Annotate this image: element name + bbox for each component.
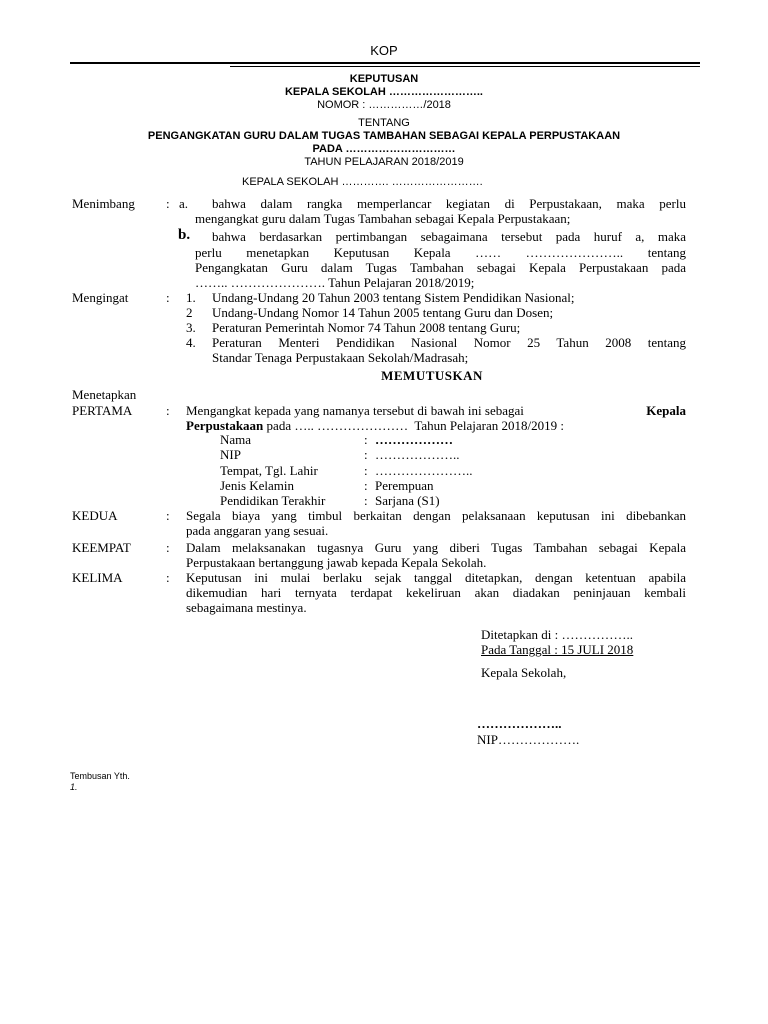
field-sep: : [364,478,368,493]
menimbang-a-line1: bahwa dalam rangka memperlancar kegiatan di Perpustakaan, maka perlu [212,196,686,211]
field-value-nama: ……………… [375,432,453,447]
mengingat-item-no: 2 [186,305,193,320]
kelima-line2: dikemudian hari ternyata terdapat kekeliruan akan diadakan peninjauan kembali [186,585,686,600]
mengingat-item-text: Undang-Undang 20 Tahun 2003 tentang Sistem Pendidikan Nasional; [212,290,575,305]
kedua-label: KEDUA [72,508,118,523]
field-sep: : [364,493,368,508]
pertama-colon: : [166,403,170,418]
field-sep: : [364,432,368,447]
menetapkan-label: Menetapkan [72,387,137,402]
header-rule-thin [230,66,700,67]
menimbang-a-line2: mengangkat guru dalam Tugas Tambahan sebagai Kepala Perpustakaan; [195,211,571,226]
mengingat-item-text-cont: Standar Tenaga Perpustakaan Sekolah/Madrasah; [212,350,469,365]
menimbang-a-marker: a. [179,196,189,211]
field-value-gender: Perempuan [375,478,434,493]
kelima-line1: Keputusan ini mulai berlaku sejak tanggal ditetapkan, dengan ketentuan apabila [186,570,686,585]
doc-subtitle: KEPALA SEKOLAH …………………….. [284,86,483,98]
pertama-line2-text: pada ….. ………………… Tahun Pelajaran 2018/2019 : [263,418,564,433]
field-value-ttl: ………………….. [375,463,473,478]
field-sep: : [364,463,368,478]
mengingat-item-text: Peraturan Pemerintah Nomor 74 Tahun 2008 tentang Guru; [212,320,521,335]
mengingat-item-text: Undang-Undang Nomor 14 Tahun 2005 tentang Guru dan Dosen; [212,305,554,320]
mengingat-item-no: 1. [186,290,196,305]
doc-subject-line1: PENGANGKATAN GURU DALAM TUGAS TAMBAHAN SEBAGAI KEPALA PERPUSTAKAAN [147,130,621,142]
kedua-line1: Segala biaya yang timbul berkaitan dengan pelaksanaan keputusan ini dibebankan [186,508,686,523]
doc-number: NOMOR : ……………/2018 [317,99,451,111]
field-label-nip: NIP [220,447,241,462]
doc-title: KEPUTUSAN [349,73,419,85]
mengingat-item-no: 3. [186,320,196,335]
tembusan-item: 1. [70,782,78,792]
memutuskan-heading: MEMUTUSKAN [381,368,483,383]
kelima-line3: sebagaimana mestinya. [186,600,307,615]
pertama-line1 [186,403,686,419]
tembusan-label: Tembusan Yth. [70,771,130,781]
pertama-line1-bold: Kepala [646,403,686,418]
keempat-label: KEEMPAT [72,540,131,555]
keempat-line1: Dalam melaksanakan tugasnya Guru yang diberi Tugas Tambahan sebagai Kepala [186,540,686,555]
menimbang-b-line3: Pengangkatan Guru dalam Tugas Tambahan sebagai Kepala Perpustakaan pada [195,260,686,275]
doc-subject-line2: PADA ………………………… [312,143,456,155]
menimbang-b-marker: b. [178,227,191,243]
field-value-nip: ……………….. [375,447,460,462]
doc-tentang: TENTANG [358,117,410,129]
ditetapkan-di: Ditetapkan di : …………….. [481,627,634,642]
pertama-label: PERTAMA [72,403,133,418]
kop-label: KOP [370,43,398,58]
signer-title: Kepala Sekolah, [481,665,567,680]
signer-name: ……………….. [477,716,562,731]
field-label-education: Pendidikan Terakhir [220,493,326,508]
field-label-ttl: Tempat, Tgl. Lahir [220,463,318,478]
menimbang-b-line1: bahwa berdasarkan pertimbangan sebagaimana tersebut pada huruf a, maka [212,229,686,244]
kelima-label: KELIMA [72,570,123,585]
mengingat-item-no: 4. [186,335,196,350]
pertama-line1-text: Mengangkat kepada yang namanya tersebut di bawah ini sebagai [186,403,528,418]
pertama-line2-bold: Perpustakaan [186,418,264,433]
keempat-colon: : [166,540,170,555]
mengingat-colon: : [166,290,170,305]
kedua-line2: pada anggaran yang sesuai. [186,523,329,538]
kelima-colon: : [166,570,170,585]
field-label-gender: Jenis Kelamin [220,478,295,493]
mengingat-item-text: Peraturan Menteri Pendidikan Nasional Nomor 25 Tahun 2008 tentang [212,335,686,350]
menimbang-colon: : [166,196,170,211]
menimbang-b-line4: …….. …………………. Tahun Pelajaran 2018/2019; [195,275,475,290]
signer-nip: NIP………………. [477,732,580,747]
field-value-education: Sarjana (S1) [375,493,440,508]
field-sep: : [364,447,368,462]
mengingat-label: Mengingat [72,290,129,305]
keempat-line2: Perpustakaan bertanggung jawab kepada Kepala Sekolah. [186,555,487,570]
pada-tanggal: Pada Tanggal : 15 JULI 2018 [481,642,634,657]
doc-year: TAHUN PELAJARAN 2018/2019 [304,156,464,168]
header-rule-thick [70,62,700,64]
field-label-nama: Nama [220,432,252,447]
menimbang-label: Menimbang [72,196,135,211]
menimbang-b-line2: perlu menetapkan Keputusan Kepala …… ………………….. tentang [195,245,686,260]
kedua-colon: : [166,508,170,523]
doc-kepala: KEPALA SEKOLAH …………. ……………………. [242,176,483,188]
